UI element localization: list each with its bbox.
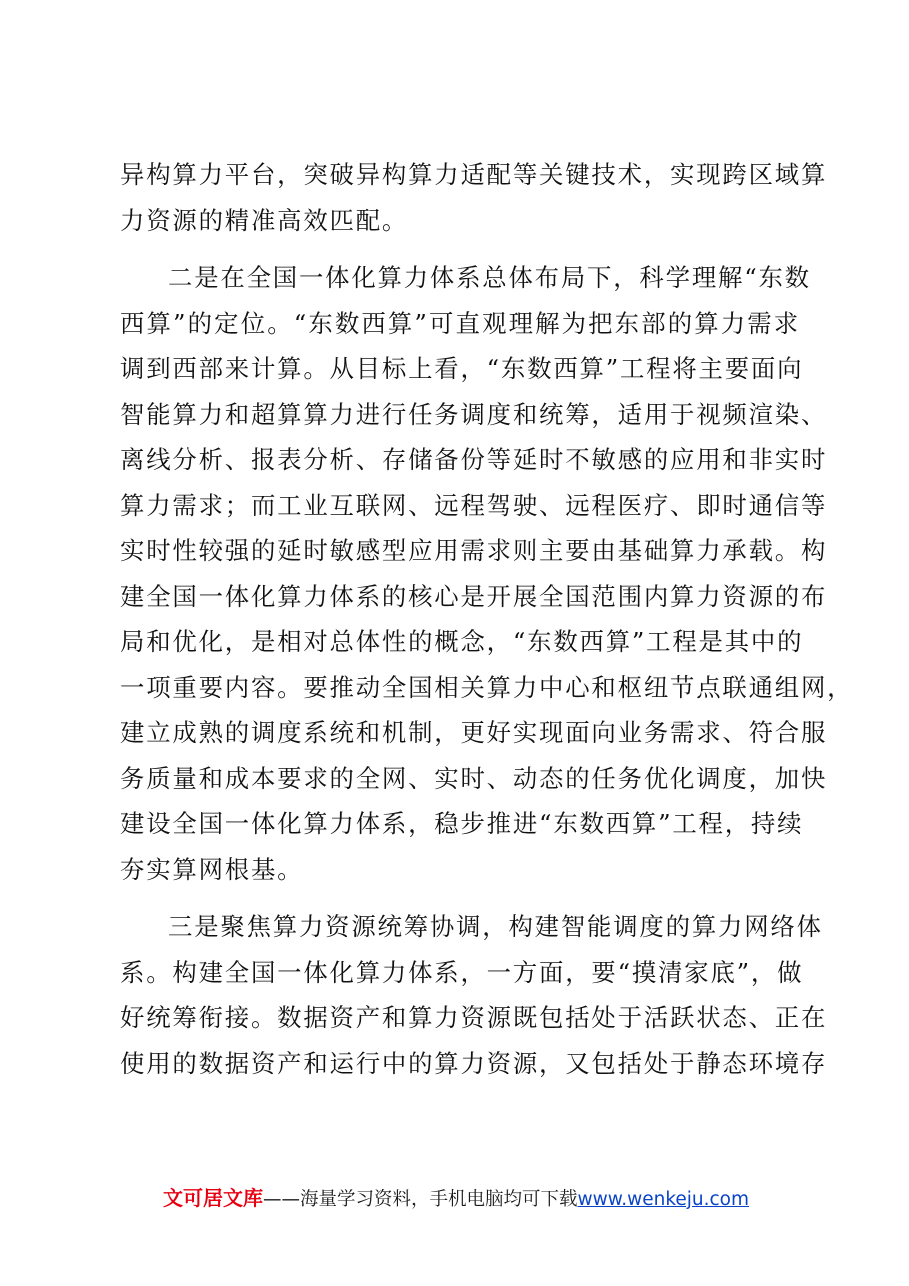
- document-body: [120, 152, 854, 1086]
- text-line: 三是聚焦算力资源统筹协调，构建智能调度的算力网络体: [168, 912, 823, 941]
- text-line: 务质量和成本要求的全网、实时、动态的任务优化调度，加快: [120, 763, 828, 793]
- text-line: 异构算力平台，突破异构算力适配等关键技术，实现跨区域算: [120, 160, 828, 189]
- text-line: 实时性较强的延时敏感型应用需求则主要由基础算力承载。构: [120, 536, 828, 565]
- text-line: 二是在全国一体化算力体系总体布局下，科学理解“东数: [168, 263, 811, 292]
- text-line: 局和优化，是相对总体性的概念，“东数西算”工程是其中的: [120, 627, 804, 656]
- text-line: 力资源的精准高效匹配。: [120, 205, 409, 235]
- text-line: 调到西部来计算。从目标上看，“东数西算”工程将主要面向: [120, 354, 804, 383]
- text-line: 智能算力和超算算力进行任务调度和统筹，适用于视频渲染、: [120, 399, 828, 429]
- brand-name: 文可居文库: [163, 1186, 263, 1210]
- text-line: 系。构建全国一体化算力体系，一方面，要“摸清家底”，做: [120, 957, 804, 987]
- website-link[interactable]: www.wenkeju.com: [577, 1189, 750, 1210]
- text-line: 好统筹衔接。数据资产和算力资源既包括处于活跃状态、正在: [120, 1003, 828, 1032]
- paragraph-1: [120, 152, 828, 243]
- text-line: 算力需求；而工业互联网、远程驾驶、远程医疗、即时通信等: [120, 490, 828, 520]
- paragraph-2: [120, 255, 854, 892]
- text-line: 建设全国一体化算力体系，稳步推进“东数西算”工程，持续: [120, 809, 804, 838]
- text-line: 建全国一体化算力体系的核心是开展全国范围内算力资源的布: [120, 581, 828, 611]
- paragraph-3: [120, 904, 828, 1086]
- text-line: 建立成熟的调度系统和机制，更好实现面向业务需求、符合服: [120, 718, 828, 747]
- text-line: 夯实算网根基。: [120, 854, 304, 884]
- text-line: 使用的数据资产和运行中的算力资源，又包括处于静态环境存: [120, 1048, 828, 1078]
- text-line: 西算”的定位。“东数西算”可直观理解为把东部的算力需求: [120, 308, 800, 338]
- footer-banner: [163, 1184, 803, 1214]
- text-line: 一项重要内容。要推动全国相关算力中心和枢纽节点联通组网，: [120, 672, 854, 702]
- footer-slogan: ——海量学习资料，手机电脑均可下载: [263, 1189, 578, 1210]
- text-line: 离线分析、报表分析、存储备份等延时不敏感的应用和非实时: [120, 445, 828, 474]
